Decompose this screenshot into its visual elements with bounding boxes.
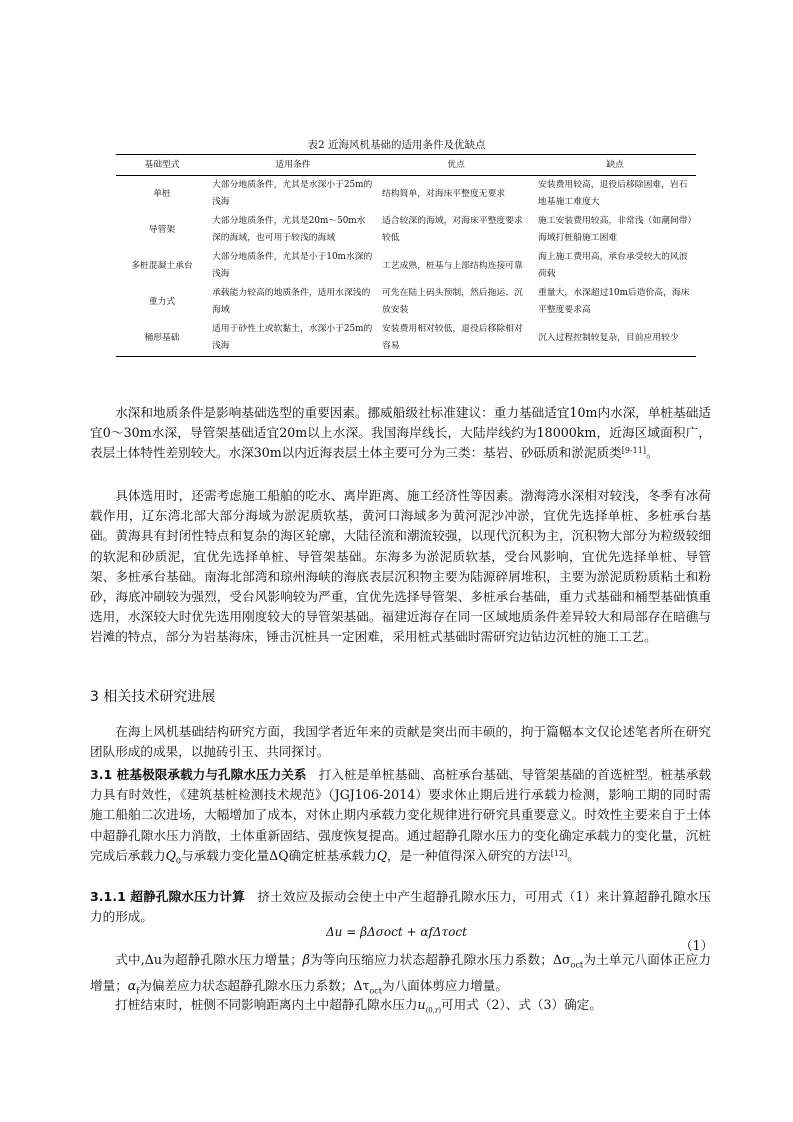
paragraph-text: 打入桩是单桩基础、高桩承台基础、导管架基础的首选桩型。桩基承载力具有时效性，《建筑基桩检测技术规范》（JGJ106-2014）要求休止期后进行承载力检测，影响工期的同时需施工船舶二次进场，大幅增加了成本，对休止期内承载力变化规律进行研究具重要意义。时效性主要来自于土体中超静孔隙水压力消散，土体重新固结、强度恢复提高。通过超静孔隙水压力的变化确定承载力的变化量，沉桩完成后承载力	[90, 767, 712, 863]
table-cell: 大部分地质条件，尤其是20m～50m水深的海域，也可用于较浅的海域	[212, 216, 366, 243]
table-cell: 结构简单，对海床平整度无要求	[382, 188, 506, 199]
table-row	[116, 212, 696, 248]
table-cell: 重量大，水深超过10m后造价高，海床平整度要求高	[538, 288, 690, 315]
def-text: 式中,	[115, 952, 145, 967]
table-header: 适用条件	[208, 155, 378, 176]
table-cell: 导管架	[148, 224, 176, 235]
paragraph-text: ，是一种值得深入研究的方法	[387, 847, 551, 863]
symbol-du: Δu	[144, 952, 162, 967]
table-cell: 多桩混凝土承台	[131, 260, 193, 271]
def-text: 为等向压缩应力状态超静孔隙水压力系数；	[309, 952, 553, 967]
paragraph-definitions	[90, 950, 711, 1001]
symbol-alpha: α	[127, 977, 137, 993]
table-cell: 大部分地质条件，尤其是小于10m水深的浅海	[212, 252, 373, 279]
section-heading: 3 相关技术研究进展	[90, 689, 216, 705]
subsection-heading: 3.1 桩基极限承载力与孔隙水压力关系	[90, 767, 307, 782]
subsection-heading: 3.1.1 超静孔隙水压力计算	[90, 889, 245, 904]
paragraph-text: 挤土效应及振动会使土中产生超静孔隙水压力，可用式（1）来计算超静孔隙水压力的形成。	[90, 889, 711, 925]
paragraph-text: 打桩结束时，桩侧不同影响距离内土中超静孔隙水压力	[115, 997, 418, 1012]
table-cell: 适合较深的海域，对海床平整度要求较低	[382, 216, 523, 243]
def-text: 为超静孔隙水压力增量；	[162, 952, 303, 967]
def-text: 为偏差应力状态超静孔隙水压力系数；	[139, 977, 354, 993]
symbol-dsigma: Δσ	[552, 952, 571, 967]
paragraph-depth-geology	[90, 403, 711, 464]
table-header: 基础型式	[116, 155, 208, 176]
def-text: 为八面体剪应力增量。	[381, 977, 508, 993]
symbol-u: u	[417, 997, 426, 1012]
equation-1: Δu = βΔσoct + αfΔτoct	[326, 925, 467, 939]
symbol-beta: β	[302, 952, 310, 967]
table-row	[116, 248, 696, 284]
symbol-dtau: Δτ	[353, 977, 370, 993]
table-row	[116, 176, 696, 213]
table-cell: 沉入过程控制较复杂，目前应用较少	[534, 320, 696, 357]
table-header: 缺点	[534, 155, 696, 176]
symbol-subscript: 0	[175, 856, 181, 866]
table-cell: 工艺成熟，桩基与上部结构连接可靠	[382, 260, 523, 271]
table-header: 优点	[378, 155, 534, 176]
equation-number: （1）	[680, 938, 714, 953]
punct: 。	[567, 847, 580, 863]
foundation-table	[116, 154, 696, 357]
paragraph-final	[90, 995, 711, 1021]
citation: [9-11]	[621, 446, 646, 456]
table-caption: 表2 近海风机基础的适用条件及优缺点	[307, 139, 486, 151]
table-cell: 大部分地质条件，尤其是水深小于25m的浅海	[212, 180, 373, 207]
table-row	[116, 284, 696, 320]
table-row	[116, 320, 696, 357]
subsection-3-1-1	[90, 887, 711, 927]
paragraph-intro: 在海上风机基础结构研究方面，我国学者近年来的贡献是突出而丰硕的，拘于篇幅本文仅论述笔者所在研究团队形成的成果，以抛砖引玉、共同探讨。	[90, 724, 711, 760]
punct: 。	[645, 445, 659, 461]
symbol-q: Q	[376, 847, 388, 863]
table-cell: 安装费用相对较低，退役后移除相对容易	[378, 320, 534, 357]
symbol-subscript: f	[136, 986, 140, 996]
table-cell: 可先在陆上码头预制，然后拖运、沉放安装	[382, 288, 523, 315]
subsection-3-1	[90, 765, 711, 872]
symbol-dq: ΔQ	[269, 847, 289, 863]
table-cell: 重力式	[148, 296, 176, 307]
table-cell: 单桩	[153, 188, 171, 199]
table-cell: 桶形基础	[116, 320, 208, 357]
paragraph-text: 水深和地质条件是影响基础选型的重要因素。挪威船级社标准建议：重力基础适宜10m内水深，单桩基础适宜0～30m水深，导管架基础适宜20m以上水深。我国海岸线长，大陆岸线约为18000km，近海区域面积广，表层土体特性差别较大。水深30m以内近海表层土体主要可分为三类：基岩、砂砾质和淤泥质类	[90, 405, 711, 461]
paragraph-text: 可用式（2）、式（3）确定。	[441, 997, 602, 1012]
table-cell: 施工安装费用较高，非常浅（如潮间带）海域打桩船施工困难	[538, 216, 692, 243]
symbol-subscript: (0,r)	[425, 1006, 442, 1015]
paragraph-regional-selection: 具体选用时，还需考虑施工船舶的吃水、离岸距离、施工经济性等因素。渤海湾水深相对较浅，冬季有冰荷载作用，辽东湾北部大部分海域为淤泥质软基，黄河口海域多为黄河泥沙冲淤，宜优先选择单桩、多桩承台基础。黄海具有封闭性特点和复杂的海区轮廓，大陆径流和潮流较强，以现代沉积为主，沉积物大部分为粒级较细的软泥和砂质泥，宜优先选择单桩、导管架基础。东海多为淤泥质软基，受台风影响，宜优先选择单桩、导管架、多桩承台基础。南海北部湾和琼州海峡的海底表层沉积物主要为陆源碎屑堆积，主要为淤泥质粉质粘土和粉砂，海底冲刷较为强烈，受台风影响较为严重，宜优先选择导管架、多桩承台基础，重力式基础和桶型基础慎重选用，水深较大时优先选用刚度较大的导管架基础。福建近海存在同一区域地质条件差异较大和局部存在暗礁与岩滩的特点，部分为岩基海床，锤击沉桩具一定困难，采用桩式基础时需研究边钻边沉桩的施工工艺。	[90, 488, 711, 645]
table-cell: 适用于砂性土或软黏土，水深小于25m的浅海	[208, 320, 378, 357]
paragraph-text: 与承载力变化量	[180, 847, 270, 863]
symbol-subscript: oct	[369, 986, 382, 996]
table-cell: 安装费用较高，退役后移除困难，岩石地基施工难度大	[538, 180, 688, 207]
table-cell: 海上施工费用高，承台承受较大的风浪荷载	[538, 252, 688, 279]
table-header-row	[116, 155, 696, 176]
table-cell: 承载能力较高的地质条件，适用水深浅的海域	[212, 288, 371, 315]
def-text: 为土单元八面体正应力增量；	[90, 952, 712, 993]
symbol-subscript: oct	[570, 960, 584, 970]
symbol-q0: Q	[165, 847, 176, 863]
paragraph-text: 确定桩基承载力	[288, 847, 377, 863]
citation: [12]	[550, 848, 568, 858]
